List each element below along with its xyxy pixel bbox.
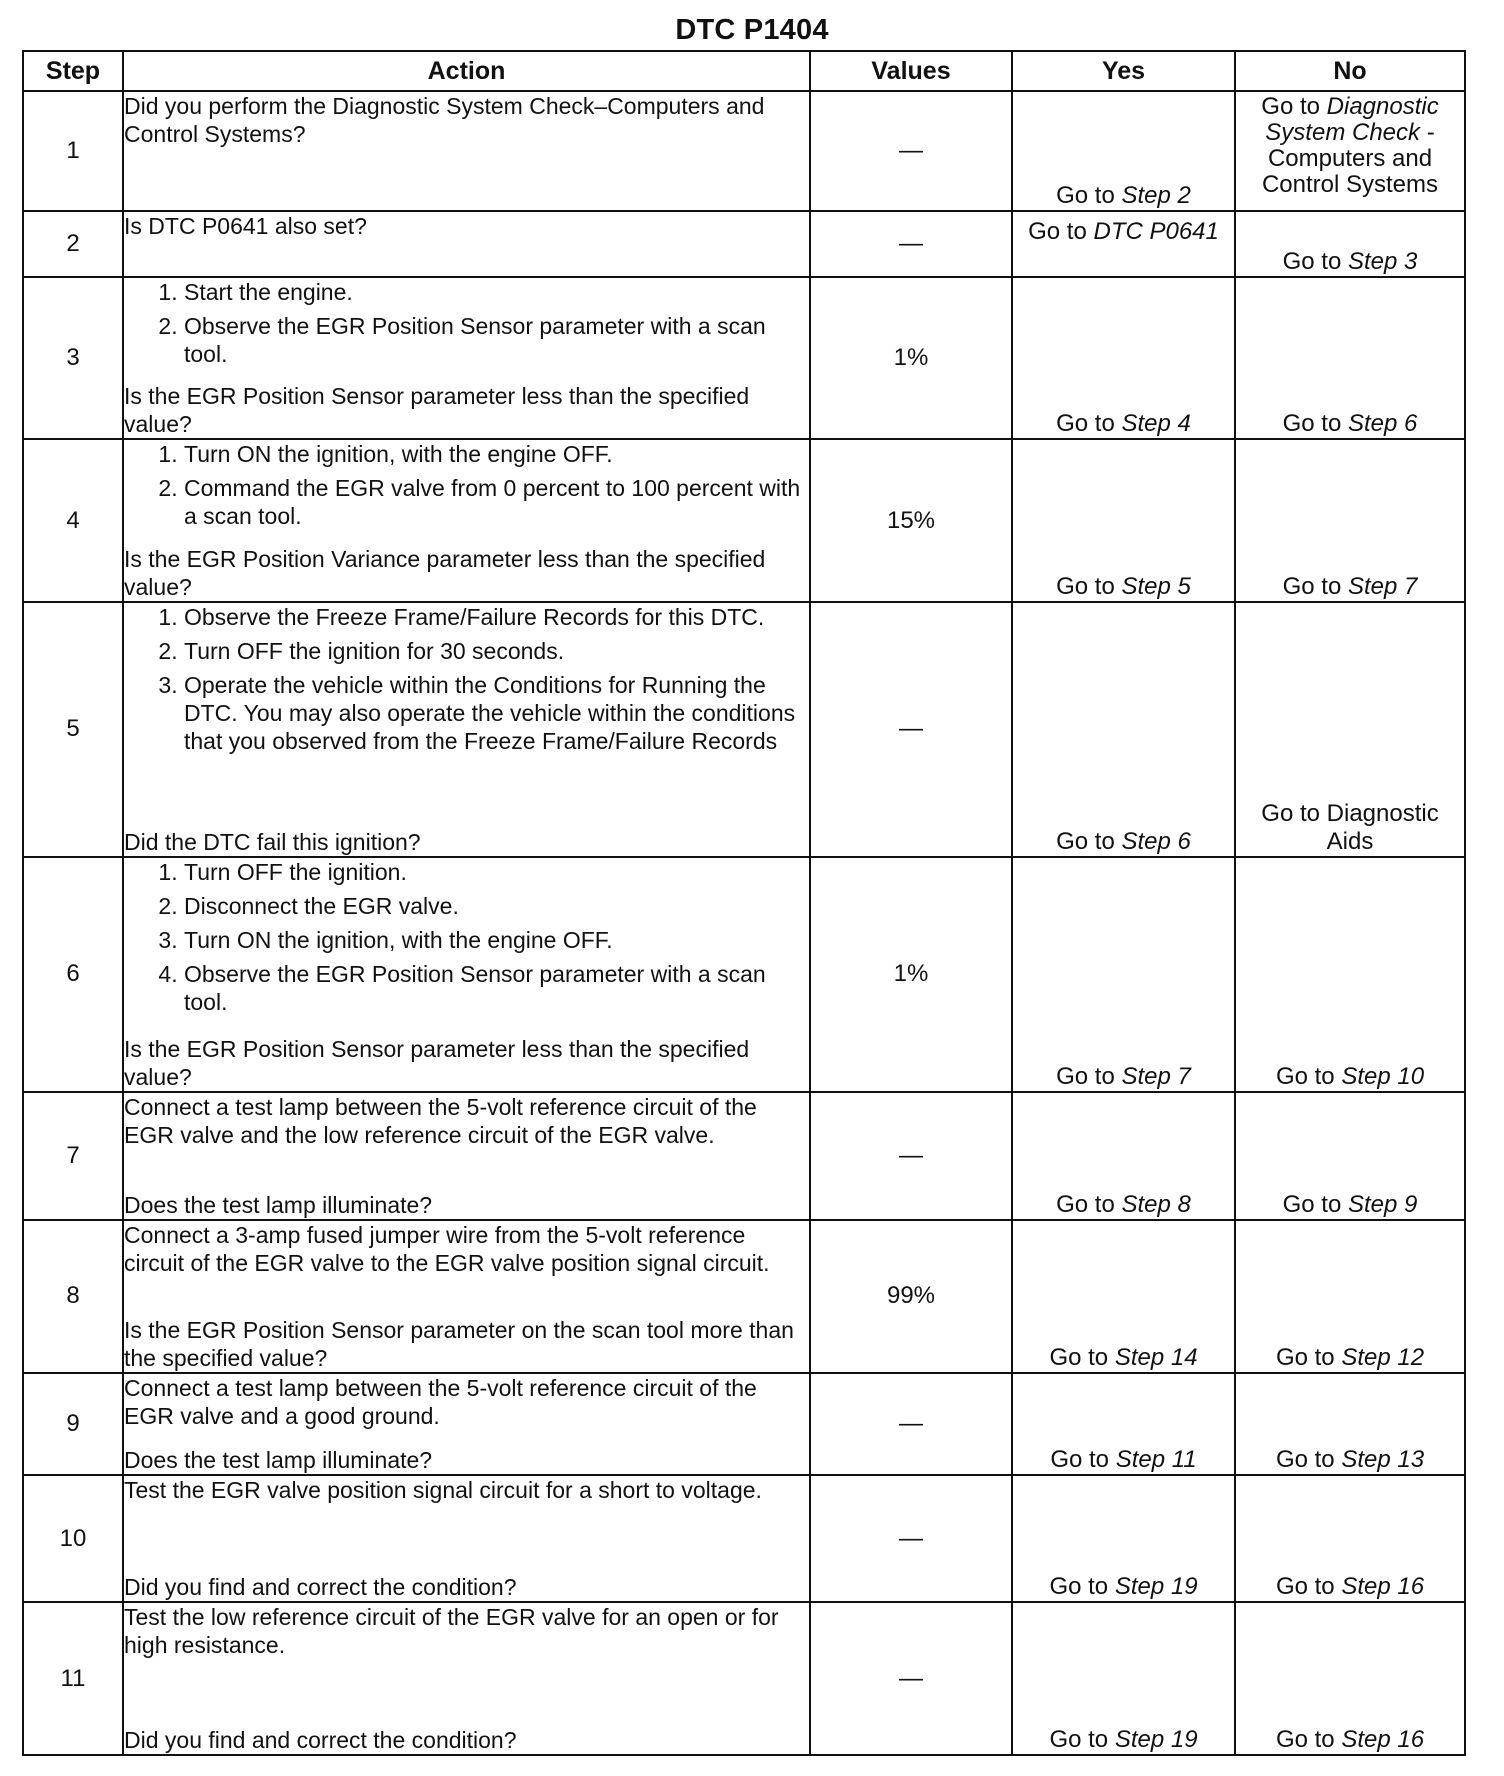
value-cell: 15%	[810, 439, 1012, 602]
action-cell	[123, 211, 810, 276]
action-cell	[123, 1220, 810, 1373]
step-number: 9	[23, 1373, 123, 1475]
table-row	[23, 1092, 1465, 1220]
yes-prefix: Go to	[1049, 1343, 1109, 1371]
yes-link[interactable]: Step 7	[1121, 1062, 1191, 1090]
action-text: Connect a 3-amp fused jumper wire from the 5-volt reference circuit of the EGR valve to the EGR valve position signal circuit.	[124, 1222, 770, 1277]
header-action: Action	[123, 51, 810, 91]
action-cell	[123, 1602, 810, 1755]
no-prefix: Go to	[1275, 1062, 1335, 1090]
step-number: 6	[23, 857, 123, 1092]
yes-link[interactable]: Step 19	[1114, 1573, 1198, 1601]
action-question: Did you find and correct the condition?	[124, 1727, 517, 1753]
no-link[interactable]: Step 3	[1347, 247, 1418, 275]
action-cell	[123, 277, 810, 440]
value-cell: 99%	[810, 1220, 1012, 1373]
yes-prefix: Go to	[1056, 410, 1115, 438]
action-step: 1. Turn OFF the ignition.	[184, 858, 809, 886]
no-cell	[1235, 211, 1465, 276]
value-cell: —	[810, 91, 1012, 211]
action-step: 2. Turn OFF the ignition for 30 seconds.	[184, 637, 809, 665]
action-step: 2. Observe the EGR Position Sensor parameter with a scan tool.	[184, 312, 809, 368]
yes-link[interactable]: Step 8	[1121, 1191, 1191, 1219]
action-text: Connect a test lamp between the 5-volt reference circuit of the EGR valve and a good ground.	[124, 1374, 757, 1429]
action-steps-list	[124, 440, 809, 536]
no-link[interactable]: Go to Diagnostic Aids	[1261, 799, 1439, 855]
yes-prefix: Go to	[1049, 1726, 1109, 1753]
no-link[interactable]: Step 13	[1341, 1445, 1425, 1473]
value-cell: —	[810, 1373, 1012, 1475]
yes-cell	[1012, 1475, 1235, 1602]
table-row	[23, 602, 1465, 857]
value-cell: 1%	[810, 857, 1012, 1092]
no-link[interactable]: Step 10	[1341, 1062, 1425, 1090]
table-row	[23, 1602, 1465, 1755]
action-step: 2. Disconnect the EGR valve.	[184, 892, 809, 920]
yes-link[interactable]: DTC P0641	[1093, 218, 1219, 246]
action-text: Did you perform the Diagnostic System Check–Computers and Control Systems?	[124, 93, 765, 147]
step-number: 11	[23, 1602, 123, 1755]
table-row	[23, 211, 1465, 276]
table-row	[23, 1475, 1465, 1602]
action-question: Does the test lamp illuminate?	[124, 1192, 433, 1219]
action-steps-list	[124, 278, 809, 374]
yes-prefix: Go to	[1056, 1062, 1115, 1090]
step-number: 4	[23, 439, 123, 602]
no-cell	[1235, 439, 1465, 602]
action-steps-list	[124, 603, 809, 761]
action-question: Is the EGR Position Variance parameter less than the specified value?	[124, 545, 766, 600]
no-link[interactable]: Step 6	[1347, 410, 1418, 438]
no-prefix: Go to	[1261, 93, 1320, 120]
no-prefix: Go to	[1275, 1445, 1335, 1473]
action-text: Is DTC P0641 also set?	[124, 213, 367, 240]
no-prefix: Go to	[1275, 1573, 1335, 1601]
yes-cell	[1012, 857, 1235, 1092]
value-cell: —	[810, 211, 1012, 276]
no-link[interactable]: Step 12	[1341, 1343, 1425, 1371]
yes-link[interactable]: Step 4	[1121, 410, 1191, 438]
no-cell	[1235, 602, 1465, 857]
header-step: Step	[23, 51, 123, 91]
no-prefix: Go to	[1282, 572, 1342, 600]
table-row	[23, 1373, 1465, 1475]
yes-prefix: Go to	[1050, 1445, 1110, 1473]
yes-link[interactable]: Step 2	[1121, 182, 1191, 210]
value-cell: —	[810, 1475, 1012, 1602]
action-cell	[123, 91, 810, 211]
no-link[interactable]: Step 7	[1347, 572, 1418, 600]
no-suffix: - Computers and Control Systems	[1261, 119, 1439, 198]
no-cell	[1235, 91, 1465, 211]
action-cell	[123, 602, 810, 857]
action-step: 1. Observe the Freeze Frame/Failure Records for this DTC.	[184, 603, 809, 631]
yes-cell	[1012, 602, 1235, 857]
no-prefix: Go to	[1282, 1191, 1342, 1219]
yes-prefix: Go to	[1028, 218, 1087, 246]
action-text: Test the low reference circuit of the EGR valve for an open or for high resistance.	[124, 1604, 779, 1659]
yes-link[interactable]: Step 14	[1114, 1343, 1198, 1371]
yes-cell	[1012, 1092, 1235, 1220]
no-link[interactable]: Step 16	[1341, 1726, 1425, 1753]
yes-cell	[1012, 1220, 1235, 1373]
table-row	[23, 1220, 1465, 1373]
yes-prefix: Go to	[1049, 1573, 1109, 1601]
yes-cell	[1012, 211, 1235, 276]
no-cell	[1235, 1475, 1465, 1602]
no-cell	[1235, 1092, 1465, 1220]
table-row	[23, 439, 1465, 602]
action-question: Did you find and correct the condition?	[124, 1574, 517, 1601]
yes-link[interactable]: Step 11	[1115, 1445, 1197, 1473]
action-cell	[123, 1475, 810, 1602]
action-question: Is the EGR Position Sensor parameter less than the specified value?	[124, 1035, 750, 1090]
action-text: Connect a test lamp between the 5-volt reference circuit of the EGR valve and the low reference circuit of the EGR valve.	[124, 1093, 757, 1148]
action-step: 2. Command the EGR valve from 0 percent to 100 percent with a scan tool.	[184, 474, 809, 530]
step-number: 7	[23, 1092, 123, 1220]
yes-cell	[1012, 1602, 1235, 1755]
action-step: 3. Operate the vehicle within the Conditions for Running the DTC. You may also operate the vehicle within the conditions that you observed from the Freeze Frame/Failure Records	[184, 671, 809, 755]
yes-cell	[1012, 439, 1235, 602]
no-prefix: Go to	[1275, 1343, 1335, 1371]
no-cell	[1235, 1373, 1465, 1475]
value-cell: 1%	[810, 277, 1012, 440]
yes-link[interactable]: Step 6	[1121, 827, 1191, 855]
no-link[interactable]: Step 9	[1347, 1191, 1418, 1219]
action-cell	[123, 439, 810, 602]
step-number: 2	[23, 211, 123, 276]
action-cell	[123, 1373, 810, 1475]
no-cell	[1235, 1220, 1465, 1373]
yes-cell	[1012, 1373, 1235, 1475]
no-cell	[1235, 1602, 1465, 1755]
action-question: Does the test lamp illuminate?	[124, 1446, 433, 1473]
action-text: Test the EGR valve position signal circuit for a short to voltage.	[124, 1476, 762, 1503]
action-step: 3. Turn ON the ignition, with the engine OFF.	[184, 926, 809, 954]
document-title: DTC P1404	[675, 14, 829, 46]
action-question: Is the EGR Position Sensor parameter less than the specified value?	[124, 383, 750, 438]
step-number: 1	[23, 91, 123, 211]
no-link[interactable]: Diagnostic System Check	[1265, 93, 1439, 146]
no-cell	[1235, 277, 1465, 440]
table-row	[23, 91, 1465, 211]
value-cell: —	[810, 602, 1012, 857]
header-no: No	[1235, 51, 1465, 91]
action-cell	[123, 1092, 810, 1220]
yes-link[interactable]: Step 19	[1114, 1726, 1198, 1753]
action-step: 1. Turn ON the ignition, with the engine OFF.	[184, 440, 809, 468]
yes-prefix: Go to	[1056, 827, 1115, 855]
no-prefix: Go to	[1282, 247, 1342, 275]
value-cell: —	[810, 1602, 1012, 1755]
no-cell	[1235, 857, 1465, 1092]
yes-prefix: Go to	[1056, 572, 1115, 600]
no-link[interactable]: Step 16	[1341, 1573, 1425, 1601]
action-step: 1. Start the engine.	[184, 278, 809, 306]
header-row	[23, 51, 1465, 91]
table-row	[23, 277, 1465, 440]
action-question: Did the DTC fail this ignition?	[124, 828, 421, 855]
step-number: 5	[23, 602, 123, 857]
diagnostic-table	[22, 50, 1466, 1756]
step-number: 3	[23, 277, 123, 440]
yes-prefix: Go to	[1056, 182, 1115, 210]
header-yes: Yes	[1012, 51, 1235, 91]
yes-cell	[1012, 91, 1235, 211]
yes-prefix: Go to	[1056, 1191, 1115, 1219]
step-number: 10	[23, 1475, 123, 1602]
yes-link[interactable]: Step 5	[1121, 572, 1191, 600]
no-prefix: Go to	[1282, 410, 1342, 438]
action-question: Is the EGR Position Sensor parameter on the scan tool more than the specified value?	[124, 1316, 794, 1371]
header-values: Values	[810, 51, 1012, 91]
action-cell	[123, 857, 810, 1092]
step-number: 8	[23, 1220, 123, 1373]
value-cell: —	[810, 1092, 1012, 1220]
table-row	[23, 857, 1465, 1092]
no-prefix: Go to	[1275, 1726, 1335, 1753]
yes-cell	[1012, 277, 1235, 440]
action-steps-list	[124, 858, 809, 1022]
action-step: 4. Observe the EGR Position Sensor parameter with a scan tool.	[184, 960, 809, 1016]
